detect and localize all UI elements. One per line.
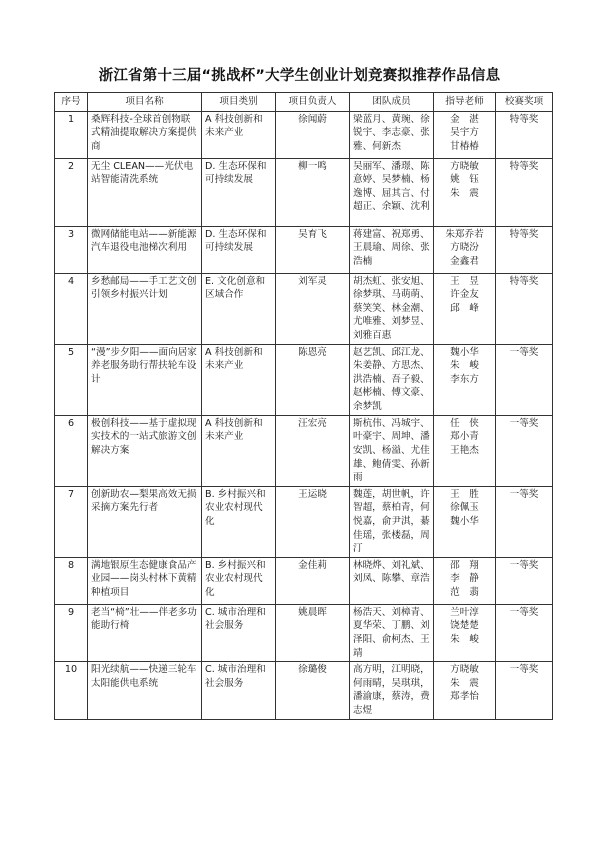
table-row	[55, 486, 553, 557]
advisor-name: 邱 峰	[450, 302, 479, 314]
table-row	[55, 415, 553, 486]
project-leader: 王运晓	[276, 486, 350, 557]
row-number: 9	[55, 604, 88, 661]
advisor-name: 兰叶淳	[450, 606, 479, 618]
table-row	[55, 158, 553, 226]
project-category: C. 城市治理和社会服务	[202, 662, 276, 719]
team-members: 蒋建富、祝郑勇、王晨瑜、周徐、张浩楠	[350, 226, 434, 273]
row-number: 2	[55, 158, 88, 226]
row-number: 1	[55, 111, 88, 158]
project-leader: 陈恩亮	[276, 344, 350, 415]
header-leader: 项目负责人	[276, 93, 350, 112]
header-advisor: 指导老师	[434, 93, 496, 112]
project-name: 满地银原生态健康食品产业园——岗头村林下黄精种植项目	[88, 557, 202, 604]
advisor-name: 范 翡	[450, 587, 479, 599]
advisor-name: 饶楚楚	[450, 620, 479, 632]
advisors	[434, 415, 496, 486]
award: 特等奖	[496, 158, 553, 226]
advisors	[434, 557, 496, 604]
advisor-name: 魏小华	[450, 346, 479, 358]
award: 一等奖	[496, 486, 553, 557]
advisors	[434, 111, 496, 158]
project-category: A 科技创新和未来产业	[202, 111, 276, 158]
team-members: 赵艺凯、邱江龙、朱姜静、方思杰、洪浩楠、吾子毅、赵彬楠、傅文豪、余梦凯	[350, 344, 434, 415]
project-name: 创新助农—梨果高效无损采摘方案先行者	[88, 486, 202, 557]
header-no: 序号	[55, 93, 88, 112]
team-members: 高方明，江明晓，何雨晴，吴琪琪，潘渝康，蔡涛，费志煜	[350, 662, 434, 719]
advisor-name: 任 侠	[450, 417, 479, 429]
advisors	[434, 662, 496, 719]
award: 一等奖	[496, 604, 553, 661]
advisor-name: 许金友	[450, 289, 479, 301]
project-leader: 徐璐俊	[276, 662, 350, 719]
row-number: 3	[55, 226, 88, 273]
project-name: 阳光续航——快递三轮车太阳能供电系统	[88, 662, 202, 719]
project-category: B. 乡村振兴和农业农村现代化	[202, 557, 276, 604]
advisor-name: 金鑫君	[450, 255, 479, 267]
project-leader: 刘军灵	[276, 273, 350, 344]
advisor-name: 朱 震	[450, 677, 479, 689]
project-name: 极创科技——基于虚拟现实技术的一站式旅游文创解决方案	[88, 415, 202, 486]
advisor-name: 甘椿椿	[450, 140, 479, 152]
project-name: 老当“椅”壮——伴老多功能助行椅	[88, 604, 202, 661]
advisors	[434, 486, 496, 557]
advisors	[434, 158, 496, 226]
project-category: C. 城市治理和社会服务	[202, 604, 276, 661]
team-members: 林晓烨、刘礼斌、刘凤、陈攀、章浩	[350, 557, 434, 604]
project-leader: 汪宏亮	[276, 415, 350, 486]
header-award: 校赛奖项	[496, 93, 553, 112]
table-body	[55, 111, 553, 719]
award: 特等奖	[496, 273, 553, 344]
row-number: 10	[55, 662, 88, 719]
project-leader: 吴育飞	[276, 226, 350, 273]
header-category: 项目类别	[202, 93, 276, 112]
project-category: A 科技创新和未来产业	[202, 344, 276, 415]
header-project-name: 项目名称	[88, 93, 202, 112]
advisor-name: 金 湛	[450, 113, 479, 125]
project-name: “漫”步夕阳——面向居家养老服务助行帮扶轮车设计	[88, 344, 202, 415]
team-members: 斯杭伟、冯城宇、叶豪宇、周坤、潘安凯、杨溢、尤佳雄、鲍倩雯、孙新雨	[350, 415, 434, 486]
award: 一等奖	[496, 344, 553, 415]
advisor-name: 王 胜	[450, 488, 479, 500]
project-category: A 科技创新和未来产业	[202, 415, 276, 486]
project-name: 桑辉科技-全球首创物联式精油提取解决方案提供商	[88, 111, 202, 158]
advisor-name: 方晓敏	[450, 664, 479, 676]
project-name: 无尘 CLEAN——光伏电站智能清洗系统	[88, 158, 202, 226]
advisors	[434, 344, 496, 415]
advisor-name: 朱 震	[450, 187, 479, 199]
project-table	[54, 92, 553, 720]
page-title: 浙江省第十三届“挑战杯”大学生创业计划竞赛拟推荐作品信息	[98, 68, 501, 84]
advisor-name: 邵 翔	[450, 559, 479, 571]
team-members: 胡杰虹、张安旭、徐梦琪、马萌萌、蔡笑笑、林金潮、尤唯雅、刘梦昱、刘雅百惠	[350, 273, 434, 344]
row-number: 8	[55, 557, 88, 604]
project-leader: 徐闻蔚	[276, 111, 350, 158]
table-row	[55, 557, 553, 604]
advisor-name: 姚 钰	[450, 174, 479, 186]
table-row	[55, 226, 553, 273]
table-row	[55, 344, 553, 415]
award: 特等奖	[496, 111, 553, 158]
advisor-name: 吴宇方	[450, 127, 479, 139]
award: 特等奖	[496, 226, 553, 273]
table-row	[55, 604, 553, 661]
advisor-name: 王 昱	[450, 275, 479, 287]
advisor-name: 方晓敏	[450, 160, 479, 172]
row-number: 5	[55, 344, 88, 415]
award: 一等奖	[496, 415, 553, 486]
project-category: D. 生态环保和可持续发展	[202, 226, 276, 273]
award: 一等奖	[496, 662, 553, 719]
advisors	[434, 226, 496, 273]
team-members: 杨浩天、刘樟青、夏华荣、丁鹏、刘泽阳、俞柯杰、王靖	[350, 604, 434, 661]
table-row	[55, 662, 553, 719]
team-members: 梁蓝月、黄琬、徐锐宇、李志豪、张雅、何新杰	[350, 111, 434, 158]
advisor-name: 郑孝怡	[450, 691, 479, 703]
project-category: D. 生态环保和可持续发展	[202, 158, 276, 226]
project-category: B. 乡村振兴和农业农村现代化	[202, 486, 276, 557]
advisor-name: 李东方	[450, 373, 479, 385]
project-leader: 金佳莉	[276, 557, 350, 604]
project-leader: 姚晨晖	[276, 604, 350, 661]
advisor-name: 朱郑乔若	[445, 228, 484, 240]
row-number: 4	[55, 273, 88, 344]
header-members: 团队成员	[350, 93, 434, 112]
team-members: 吴丽军、潘璟、陈意婷、吴梦楠、杨逸博、屈其言、付超正、余颖、沈利	[350, 158, 434, 226]
advisor-name: 徐佩玉	[450, 502, 479, 514]
table-row	[55, 273, 553, 344]
project-name: 乡愁邮局——手工艺文创引领乡村振兴计划	[88, 273, 202, 344]
advisor-name: 方晓汾	[450, 242, 479, 254]
row-number: 6	[55, 415, 88, 486]
project-category: E. 文化创意和区域合作	[202, 273, 276, 344]
advisor-name: 魏小华	[450, 515, 479, 527]
advisor-name: 李 静	[450, 573, 479, 585]
project-name: 微网储能电站——新能源汽车退役电池梯次利用	[88, 226, 202, 273]
table-header-row	[55, 93, 553, 112]
row-number: 7	[55, 486, 88, 557]
team-members: 魏莲，胡世帆，许智超，蔡柏青，何悦嘉，俞尹淇，綦佳瑶，张楼磊，周汀	[350, 486, 434, 557]
advisor-name: 王艳杰	[450, 444, 479, 456]
advisor-name: 朱 峻	[450, 634, 479, 646]
advisor-name: 郑小青	[450, 431, 479, 443]
advisors	[434, 604, 496, 661]
advisors	[434, 273, 496, 344]
advisor-name: 朱 峻	[450, 360, 479, 372]
project-leader: 柳一鸣	[276, 158, 350, 226]
table-row	[55, 111, 553, 158]
award: 一等奖	[496, 557, 553, 604]
